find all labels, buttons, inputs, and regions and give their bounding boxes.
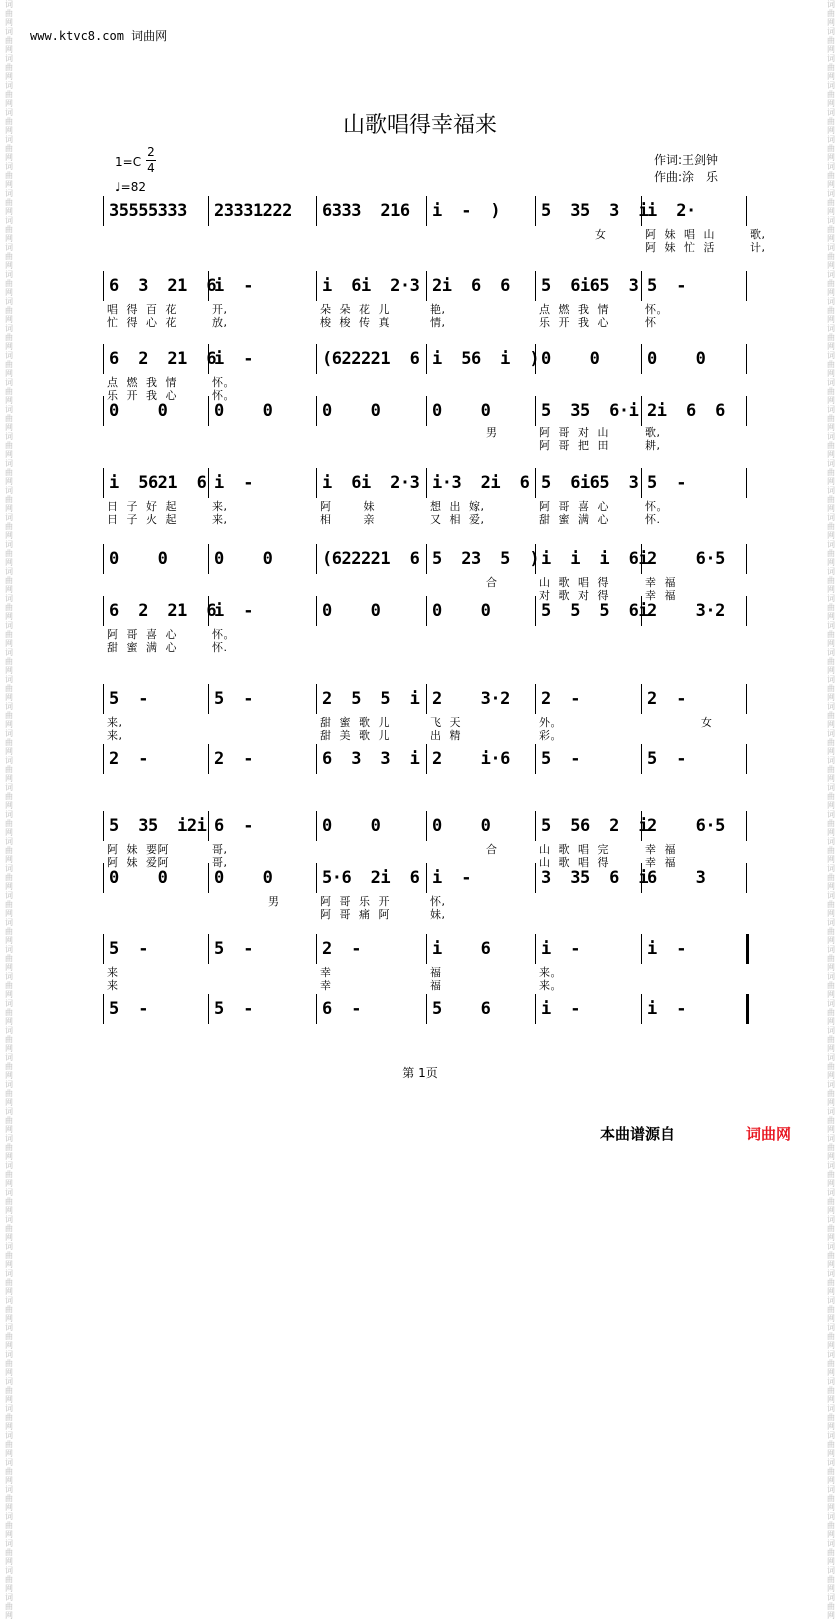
barline xyxy=(535,468,536,498)
lyric-text: 怀。 xyxy=(645,500,668,513)
notation-row xyxy=(103,472,753,494)
measure-notes: 5 - xyxy=(541,749,580,769)
measure-notes: i 6i 2·3 xyxy=(322,473,420,493)
notation-row xyxy=(103,998,753,1020)
measure-notes: 0 0 xyxy=(109,401,168,421)
measure-notes: i·3 2i 6 xyxy=(432,473,530,493)
measure-notes: 6 2 21 6 xyxy=(109,601,217,621)
notation-row xyxy=(103,938,753,960)
lyric-text: 山 歌 唱 得 xyxy=(539,576,609,589)
lyric-text: 相 亲 xyxy=(320,513,375,526)
measure-notes: 0 0 xyxy=(322,816,381,836)
notation-row xyxy=(103,200,753,222)
lyric-text: 想 出 嫁, xyxy=(430,500,485,513)
lyric-text: 阿 妹 要阿 xyxy=(107,843,169,856)
measure-notes: 0 0 xyxy=(432,601,491,621)
measure-notes: 2 - xyxy=(647,689,686,709)
measure-notes: 0 0 xyxy=(647,349,706,369)
lyric-text: 女 xyxy=(701,716,713,729)
measure-notes: 6 3 21 6 xyxy=(109,276,217,296)
barline xyxy=(208,196,209,226)
barline xyxy=(535,811,536,841)
lyric-text: 甜 蜜 歌 儿 xyxy=(320,716,390,729)
lyric-text: 来。 xyxy=(539,979,562,992)
lyric-text: 日 子 火 起 xyxy=(107,513,177,526)
measure-notes: 5 5 5 6i xyxy=(541,601,649,621)
measure-notes: 0 0 xyxy=(432,816,491,836)
lyric-text: 点 燃 我 情 xyxy=(107,376,177,389)
barline xyxy=(426,468,427,498)
lyric-text: 幸 福 xyxy=(645,843,676,856)
watermark-right: 词曲网 词曲网 词曲网 词曲网 词曲网 词曲网 词曲网 词曲网 词曲网 词曲网 词曲网 词曲网 词曲网 词曲网 词曲网 词曲网 词曲网 词曲网 词曲网 词曲网 词曲网 词曲网 词曲网 词曲网 词曲网 词曲网 词曲网 词曲网 词曲网 词曲网 词曲网 词曲网 词曲网 词曲网 词曲网 词曲网 词曲网 词曲网 词曲网 词曲网 词曲网 词曲网 词曲网 词曲网 词曲网 词曲网 词曲网 词曲网 词曲网 词曲网 词曲网 词曲网 词曲网 词曲网 词曲网 词曲网 词曲网 词曲网 词曲网 词曲网 xyxy=(827,0,835,1620)
measure-notes: 2 - xyxy=(541,689,580,709)
measure-notes: 0 0 xyxy=(214,868,273,888)
barline xyxy=(535,196,536,226)
barline xyxy=(426,934,427,964)
lyric-text: 合 xyxy=(486,843,498,856)
measure-notes: i - xyxy=(541,939,580,959)
source-label: 本曲谱源自 xyxy=(600,1125,676,1143)
barline xyxy=(426,196,427,226)
measure-notes: 5 - xyxy=(214,999,253,1019)
notation-row xyxy=(103,815,753,837)
lyric-text: 情, xyxy=(430,316,446,329)
lyric-text: 阿 哥 对 山 xyxy=(539,426,609,439)
measure-notes: i i i 6i xyxy=(541,549,649,569)
lyric-text: 歌, xyxy=(645,426,661,439)
lyric-text: 女 xyxy=(595,228,607,241)
barline xyxy=(746,544,747,574)
notation-row xyxy=(103,275,753,297)
barline xyxy=(208,271,209,301)
barline xyxy=(208,344,209,374)
barline xyxy=(746,744,747,774)
measure-notes: 6 2 21 6 xyxy=(109,349,217,369)
barline xyxy=(426,684,427,714)
measure-notes: i 56 i ) xyxy=(432,349,540,369)
barline xyxy=(426,744,427,774)
lyric-text: 来 xyxy=(107,966,119,979)
barline xyxy=(426,863,427,893)
barline xyxy=(535,344,536,374)
lyric-text: 男 xyxy=(268,895,280,908)
site-header[interactable]: www.ktvc8.com 词曲网 xyxy=(30,29,168,43)
measure-notes: 5 35 3 i xyxy=(541,201,649,221)
page-number: 第 1页 xyxy=(402,1066,438,1080)
lyric-text: 对 歌 对 得 xyxy=(539,589,609,602)
barline xyxy=(208,934,209,964)
barline xyxy=(641,196,642,226)
credits xyxy=(654,152,718,186)
barline xyxy=(746,344,747,374)
barline xyxy=(641,744,642,774)
measure-notes: i - xyxy=(214,601,253,621)
measure-notes: i - xyxy=(432,868,471,888)
lyric-text: 阿 哥 把 田 xyxy=(539,439,609,452)
lyric-text: 梭 梭 传 真 xyxy=(320,316,390,329)
measure-notes: i 5621 6 xyxy=(109,473,207,493)
measure-notes: (622221 6 xyxy=(322,549,420,569)
barline xyxy=(641,596,642,626)
barline xyxy=(535,994,536,1024)
barline xyxy=(746,994,749,1024)
lyric-text: 来。 xyxy=(539,966,562,979)
barline xyxy=(535,744,536,774)
lyric-text: 艳, xyxy=(430,303,446,316)
lyric-text: 怀。 xyxy=(212,628,235,641)
measure-notes: 35555333 xyxy=(109,201,187,221)
barline xyxy=(535,396,536,426)
lyric-text: 来, xyxy=(107,716,123,729)
barline xyxy=(641,863,642,893)
measure-notes: 5 - xyxy=(214,939,253,959)
notation-row xyxy=(103,600,753,622)
measure-notes: 5 35 i2i xyxy=(109,816,207,836)
barline xyxy=(641,344,642,374)
lyric-text: 幸 xyxy=(320,979,332,992)
lyric-text: 来, xyxy=(212,500,228,513)
lyric-text: 阿 妹 唱 山 xyxy=(645,228,715,241)
barline xyxy=(208,684,209,714)
barline xyxy=(641,811,642,841)
barline xyxy=(746,811,747,841)
notation-row xyxy=(103,348,753,370)
lyric-text: 怀。 xyxy=(645,303,668,316)
time-sig-numerator: 2 xyxy=(147,145,155,159)
measure-notes: i - xyxy=(214,473,253,493)
barline xyxy=(208,468,209,498)
measure-notes: 2 3·2 xyxy=(432,689,510,709)
lyric-text: 阿 哥 喜 心 xyxy=(539,500,609,513)
barline xyxy=(746,271,747,301)
lyric-text: 彩。 xyxy=(539,729,562,742)
measure-notes: i - xyxy=(214,276,253,296)
measure-notes: 6 3 xyxy=(647,868,706,888)
measure-notes: 2 - xyxy=(109,749,148,769)
measure-notes: i 2· xyxy=(647,201,696,221)
measure-notes: 5 - xyxy=(214,689,253,709)
barline xyxy=(426,344,427,374)
barline xyxy=(316,811,317,841)
measure-notes: 0 0 xyxy=(322,401,381,421)
barline xyxy=(746,863,747,893)
lyric-text: 福 xyxy=(430,966,442,979)
barline xyxy=(208,863,209,893)
measure-notes: i 6 xyxy=(432,939,491,959)
lyric-text: 甜 蜜 满 心 xyxy=(539,513,609,526)
barline xyxy=(316,196,317,226)
barline xyxy=(746,468,747,498)
barline xyxy=(535,544,536,574)
barline xyxy=(208,994,209,1024)
barline xyxy=(746,396,747,426)
lyricist: 作词:王剑钟 xyxy=(654,153,719,167)
barline xyxy=(316,994,317,1024)
key-signature: 1=C xyxy=(115,155,142,169)
measure-notes: 0 0 xyxy=(322,601,381,621)
brand-link[interactable]: 词曲网 xyxy=(746,1125,792,1143)
barline xyxy=(208,396,209,426)
measure-notes: 5 6 xyxy=(432,999,491,1019)
measure-notes: (622221 6 xyxy=(322,349,420,369)
barline xyxy=(641,468,642,498)
measure-notes: 2 - xyxy=(214,749,253,769)
lyric-text: 男 xyxy=(486,426,498,439)
barline xyxy=(426,596,427,626)
measure-notes: 2 6·5 xyxy=(647,549,725,569)
barline xyxy=(426,811,427,841)
notation-row xyxy=(103,548,753,570)
lyric-text: 来 xyxy=(107,979,119,992)
lyric-text: 又 相 爱, xyxy=(430,513,485,526)
tempo-value: =82 xyxy=(120,180,146,194)
measure-notes: 2 i·6 xyxy=(432,749,510,769)
measure-notes: 5 6i65 3 xyxy=(541,473,639,493)
measure-notes: i - xyxy=(541,999,580,1019)
measure-notes: 5·6 2i 6 xyxy=(322,868,420,888)
measure-notes: 0 0 xyxy=(432,401,491,421)
measure-notes: 5 6i65 3 xyxy=(541,276,639,296)
lyric-text: 合 xyxy=(486,576,498,589)
measure-notes: i - ) xyxy=(432,201,501,221)
watermark-left: 词曲网 词曲网 词曲网 词曲网 词曲网 词曲网 词曲网 词曲网 词曲网 词曲网 词曲网 词曲网 词曲网 词曲网 词曲网 词曲网 词曲网 词曲网 词曲网 词曲网 词曲网 词曲网 词曲网 词曲网 词曲网 词曲网 词曲网 词曲网 词曲网 词曲网 词曲网 词曲网 词曲网 词曲网 词曲网 词曲网 词曲网 词曲网 词曲网 词曲网 词曲网 词曲网 词曲网 词曲网 词曲网 词曲网 词曲网 词曲网 词曲网 词曲网 词曲网 词曲网 词曲网 词曲网 词曲网 词曲网 词曲网 词曲网 词曲网 词曲网 xyxy=(5,0,13,1620)
lyric-text: 阿 哥 乐 开 xyxy=(320,895,390,908)
lyric-text: 山 歌 唱 得 xyxy=(539,856,609,869)
barline xyxy=(316,684,317,714)
barline xyxy=(641,544,642,574)
notation-row xyxy=(103,867,753,889)
lyric-text: 出 精 xyxy=(430,729,461,742)
lyric-text: 怀. xyxy=(212,641,228,654)
barline xyxy=(316,863,317,893)
lyric-text: 放, xyxy=(212,316,228,329)
measure-notes: 5 - xyxy=(647,749,686,769)
song-title: 山歌唱得幸福来 xyxy=(342,113,497,138)
lyric-text: 来, xyxy=(107,729,123,742)
measure-notes: 2i 6 6 xyxy=(432,276,510,296)
measure-notes: 5 23 5 ) xyxy=(432,549,540,569)
measure-notes: 2 6·5 xyxy=(647,816,725,836)
barline xyxy=(535,934,536,964)
lyric-text: 怀. xyxy=(645,513,661,526)
barline xyxy=(641,684,642,714)
lyric-text: 怀 xyxy=(645,316,657,329)
barline xyxy=(208,744,209,774)
lyric-text: 哥, xyxy=(212,843,228,856)
barline xyxy=(316,396,317,426)
measure-notes: 5 56 2 i xyxy=(541,816,649,836)
lyric-text: 怀。 xyxy=(212,376,235,389)
measure-notes: 2 3·2 xyxy=(647,601,725,621)
measure-notes: i 6i 2·3 xyxy=(322,276,420,296)
lyric-text: 飞 天 xyxy=(430,716,461,729)
measure-notes: 2 - xyxy=(322,939,361,959)
notation-row xyxy=(103,748,753,770)
lyric-text: 朵 朵 花 儿 xyxy=(320,303,390,316)
measure-notes: 0 0 xyxy=(541,349,600,369)
measure-notes: 6333 216 xyxy=(322,201,410,221)
lyric-text: 阿 妹 忙 活 xyxy=(645,241,715,254)
lyric-text: 乐 开 我 心 xyxy=(107,389,177,402)
lyric-text: 怀。 xyxy=(212,389,235,402)
barline xyxy=(535,271,536,301)
measure-notes: 0 0 xyxy=(109,549,168,569)
lyric-text: 幸 xyxy=(320,966,332,979)
measure-notes: 2 5 5 i xyxy=(322,689,420,709)
barline xyxy=(426,994,427,1024)
lyric-text: 乐 开 我 心 xyxy=(539,316,609,329)
barline xyxy=(208,596,209,626)
barline xyxy=(641,994,642,1024)
barline xyxy=(746,684,747,714)
barline xyxy=(426,544,427,574)
measure-notes: i - xyxy=(214,349,253,369)
barline xyxy=(426,271,427,301)
measure-notes: 5 - xyxy=(109,689,148,709)
lyric-text: 幸 福 xyxy=(645,856,676,869)
barline xyxy=(316,544,317,574)
barline xyxy=(316,596,317,626)
barline xyxy=(641,396,642,426)
measure-notes: i - xyxy=(647,999,686,1019)
lyric-text: 点 燃 我 情 xyxy=(539,303,609,316)
time-signature xyxy=(146,145,156,176)
lyric-text: 怀, xyxy=(430,895,446,908)
notation-row xyxy=(103,400,753,422)
measure-notes: 23331222 xyxy=(214,201,292,221)
barline xyxy=(641,934,642,964)
lyric-text: 山 歌 唱 完 xyxy=(539,843,609,856)
barline xyxy=(316,934,317,964)
time-sig-denominator: 4 xyxy=(147,161,155,175)
lyric-text: 哥, xyxy=(212,856,228,869)
barline xyxy=(208,544,209,574)
lyric-text: 福 xyxy=(430,979,442,992)
measure-notes: 6 - xyxy=(214,816,253,836)
barline xyxy=(208,811,209,841)
measure-notes: 2i 6 6 xyxy=(647,401,725,421)
measure-notes: 0 0 xyxy=(214,401,273,421)
lyric-text: 外。 xyxy=(539,716,562,729)
lyric-text: 幸 福 xyxy=(645,576,676,589)
barline xyxy=(535,863,536,893)
measure-notes: 0 0 xyxy=(109,868,168,888)
lyric-text: 唱 得 百 花 xyxy=(107,303,177,316)
lyric-text: 甜 蜜 满 心 xyxy=(107,641,177,654)
measure-notes: i - xyxy=(647,939,686,959)
lyric-text: 幸 福 xyxy=(645,589,676,602)
measure-notes: 5 - xyxy=(109,939,148,959)
measure-notes: 6 - xyxy=(322,999,361,1019)
measure-notes: 5 - xyxy=(109,999,148,1019)
lyric-text: 阿 哥 喜 心 xyxy=(107,628,177,641)
barline xyxy=(316,468,317,498)
barline xyxy=(426,396,427,426)
lyric-text: 来, xyxy=(212,513,228,526)
measure-notes: 0 0 xyxy=(214,549,273,569)
lyric-text: 阿 妹 爱阿 xyxy=(107,856,169,869)
lyric-text: 妹, xyxy=(430,908,446,921)
measure-notes: 3 35 6 i xyxy=(541,868,649,888)
barline xyxy=(316,271,317,301)
lyric-text: 歌, xyxy=(750,228,766,241)
lyric-text: 日 子 好 起 xyxy=(107,500,177,513)
measure-notes: 5 35 6·i xyxy=(541,401,639,421)
lyric-text: 耕, xyxy=(645,439,661,452)
measure-notes: 5 - xyxy=(647,276,686,296)
lyric-text: 甜 美 歌 儿 xyxy=(320,729,390,742)
barline xyxy=(535,596,536,626)
barline xyxy=(535,684,536,714)
measure-notes: 5 - xyxy=(647,473,686,493)
composer: 作曲:涂 乐 xyxy=(654,170,719,184)
barline xyxy=(746,596,747,626)
tempo-marking xyxy=(115,180,146,194)
notation-row xyxy=(103,688,753,710)
barline xyxy=(641,271,642,301)
lyric-text: 计, xyxy=(750,241,766,254)
measure-notes: 6 3 3 i xyxy=(322,749,420,769)
lyric-text: 忙 得 心 花 xyxy=(107,316,177,329)
lyric-text: 阿 哥 痛 阿 xyxy=(320,908,390,921)
lyric-text: 阿 妹 xyxy=(320,500,375,513)
quarter-note-icon: ♩ xyxy=(115,180,121,194)
barline xyxy=(316,344,317,374)
lyric-text: 开, xyxy=(212,303,228,316)
barline xyxy=(746,934,749,964)
barline xyxy=(316,744,317,774)
barline xyxy=(746,196,747,226)
